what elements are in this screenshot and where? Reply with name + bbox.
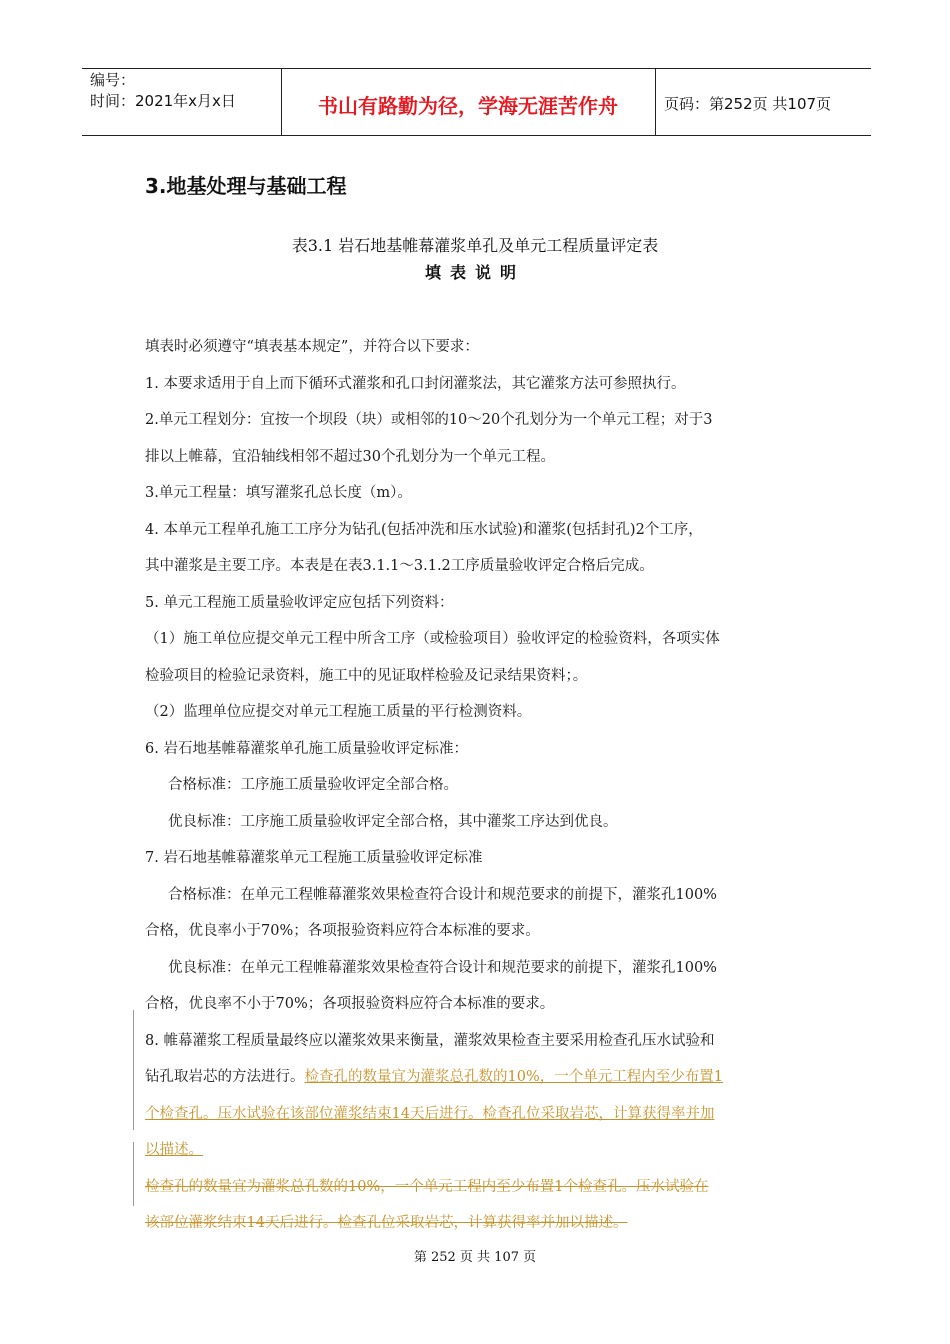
paragraph: 其中灌浆是主要工序。本表是在表3.1.1～3.1.2工序质量验收评定合格后完成。 (145, 558, 654, 574)
paragraph: 优良标准：工序施工质量验收评定全部合格，其中灌浆工序达到优良。 (168, 813, 618, 830)
section-title: 3.地基处理与基础工程 (145, 174, 347, 198)
header-divider (655, 68, 656, 135)
paragraph: （1）施工单位应提交单元工程中所含工序（或检验项目）验收评定的检验资料，各项实体 (145, 631, 720, 647)
paragraph: 排以上帷幕，宜沿轴线相邻不超过30个孔划分为一个单元工程。 (145, 448, 555, 465)
paragraph: 填表时必须遵守“填表基本规定”，并符合以下要求： (145, 339, 479, 355)
paragraph: 4. 本单元工程单孔施工工序分为钻孔(包括冲洗和压水试验)和灌浆(包括封孔)2个工序， (145, 521, 703, 538)
paragraph (145, 1059, 809, 1096)
paragraph: （2）监理单位应提交对单元工程施工质量的平行检测资料。 (145, 704, 532, 720)
paragraph: 优良标准：在单元工程帷幕灌浆效果检查符合设计和规范要求的前提下，灌浆孔100% (168, 959, 717, 976)
paragraph: 1. 本要求适用于自上而下循环式灌浆和孔口封闭灌浆法，其它灌浆方法可参照执行。 (145, 375, 686, 392)
header-page-info: 页码：第252页 共107页 (664, 95, 832, 113)
instructions-heading: 填表说明 (424, 263, 525, 282)
header-bottom-rule (82, 135, 871, 136)
header-meta (90, 70, 236, 112)
deleted-text: 检查孔的数量宜为灌浆总孔数的10%，一个单元工程内至少布置1个检查孔。压水试验在 (145, 1178, 709, 1195)
paragraph (145, 1169, 809, 1206)
paragraph: 8. 帷幕灌浆工程质量最终应以灌浆效果来衡量，灌浆效果检查主要采用检查孔压水试验和 (145, 1032, 715, 1049)
paragraph: 检验项目的检验记录资料，施工中的见证取样检验及记录结果资料；。 (145, 667, 588, 684)
paragraph: 合格标准：在单元工程帷幕灌浆效果检查符合设计和规范要求的前提下，灌浆孔100% (168, 886, 717, 903)
inserted-text: 个检查孔。压水试验在该部位灌浆结束14天后进行。检查孔位采取岩芯，计算获得率并加 (145, 1105, 715, 1122)
number-label: 编号： (90, 71, 136, 89)
paragraph (145, 1096, 809, 1133)
revision-bar (133, 1142, 134, 1206)
header-motto: 书山有路勤为径，学海无涯苦作舟 (318, 94, 618, 118)
paragraph (145, 1132, 809, 1169)
paragraph: 2.单元工程划分：宜按一个坝段（块）或相邻的10～20个孔划分为一个单元工程；对于3 (145, 412, 713, 428)
paragraph: 7. 岩石地基帷幕灌浆单元工程施工质量验收评定标准 (145, 850, 483, 866)
instructions-body (145, 329, 809, 1242)
page-footer: 第 252 页 共 107 页 (413, 1250, 537, 1265)
paragraph: 合格标准：工序施工质量验收评定全部合格。 (168, 777, 458, 793)
inserted-text: 以描述。 (145, 1142, 203, 1158)
paragraph: 6. 岩石地基帷幕灌浆单孔施工质量验收评定标准： (145, 740, 468, 757)
paragraph: 合格，优良率不小于70%；各项报验资料应符合本标准的要求。 (145, 996, 555, 1012)
paragraph-text: 钻孔取岩芯的方法进行。 (145, 1069, 305, 1085)
paragraph (145, 1205, 809, 1242)
revision-bar (133, 1010, 134, 1130)
inserted-text: 检查孔的数量宜为灌浆总孔数的10%，一个单元工程内至少布置1 (304, 1069, 723, 1085)
paragraph: 3.单元工程量：填写灌浆孔总长度（m）。 (145, 485, 412, 501)
table-title: 表3.1 岩石地基帷幕灌浆单孔及单元工程质量评定表 (291, 236, 659, 255)
paragraph: 5. 单元工程施工质量验收评定应包括下列资料： (145, 594, 454, 611)
time-label: 时间：2021年x月x日 (90, 92, 236, 110)
paragraph: 合格，优良率小于70%；各项报验资料应符合本标准的要求。 (145, 923, 540, 939)
header-top-rule (82, 68, 871, 69)
deleted-text: 该部位灌浆结束14天后进行。检查孔位采取岩芯，计算获得率并加以描述。 (145, 1215, 628, 1231)
